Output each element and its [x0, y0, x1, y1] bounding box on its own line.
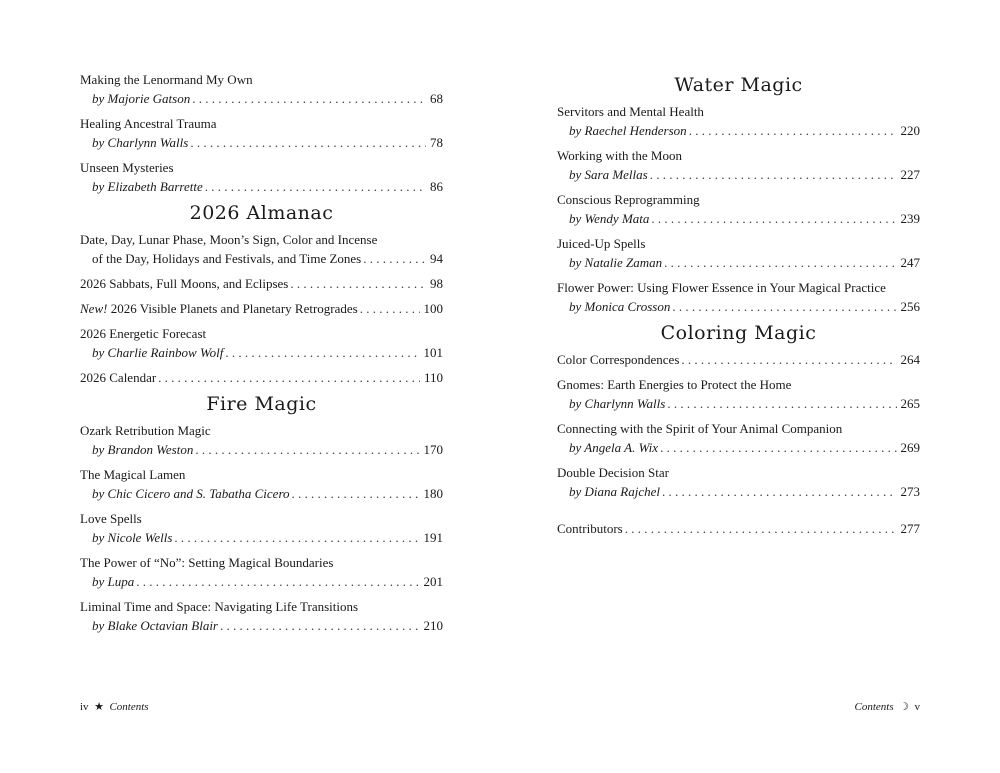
entry-title: Liminal Time and Space: Navigating Life Transitions	[80, 599, 359, 614]
running-head-left: Contents	[109, 701, 149, 713]
section-heading-coloring: Coloring Magic	[660, 322, 817, 344]
left-toc	[80, 70, 443, 641]
entry-title: 2026 Energetic Forecast	[80, 326, 207, 341]
entry-title: The Power of “No”: Setting Magical Boundaries	[80, 555, 334, 570]
entry-title: Juiced-Up Spells	[557, 236, 646, 251]
page-number: 86	[430, 179, 443, 194]
section-heading-almanac: 2026 Almanac	[189, 202, 334, 224]
leader-dots	[667, 394, 896, 413]
leader-dots	[672, 297, 896, 316]
page-number: 94	[430, 251, 443, 266]
entry-author: by Brandon Weston	[92, 442, 194, 457]
toc-entry[interactable]	[557, 375, 920, 413]
section-heading-water: Water Magic	[674, 74, 803, 96]
leader-dots	[651, 209, 896, 228]
page-number: 98	[430, 276, 443, 291]
toc-entry[interactable]	[557, 463, 920, 501]
toc-entry[interactable]	[557, 278, 920, 316]
entry-title: Conscious Reprogramming	[557, 192, 700, 207]
entry-title-cont: of the Day, Holidays and Festivals, and Time Zones	[92, 251, 362, 266]
entry-title: The Magical Lamen	[80, 467, 186, 482]
entry-title: Healing Ancestral Trauma	[80, 116, 217, 131]
page-number: 265	[900, 396, 920, 411]
leader-dots	[136, 572, 419, 591]
page-number: 170	[423, 442, 443, 457]
leader-dots	[625, 519, 897, 538]
leader-dots	[689, 121, 897, 140]
toc-entry[interactable]	[80, 230, 443, 268]
page-number: 110	[423, 370, 443, 385]
leader-dots	[664, 253, 896, 272]
page-number: 277	[900, 521, 920, 536]
entry-title: Ozark Retribution Magic	[80, 423, 211, 438]
entry-author: by Angela A. Wix	[569, 440, 659, 455]
folio-right: v	[914, 701, 920, 713]
entry-author: by Monica Crosson	[569, 299, 671, 314]
leader-dots	[650, 165, 897, 184]
entry-title: Servitors and Mental Health	[557, 104, 704, 119]
entry-author: by Raechel Henderson	[569, 123, 687, 138]
page-number: 100	[423, 301, 443, 316]
entry-author: by Charlynn Walls	[569, 396, 666, 411]
toc-entry[interactable]	[80, 114, 443, 152]
leader-dots	[190, 133, 426, 152]
moon-icon: ☽	[899, 701, 909, 713]
entry-author: by Chic Cicero and S. Tabatha Cicero	[92, 486, 290, 501]
entry-title: Making the Lenormand My Own	[80, 72, 253, 87]
entry-author: by Natalie Zaman	[569, 255, 663, 270]
toc-entry[interactable]	[80, 421, 443, 459]
toc-entry[interactable]	[80, 299, 443, 318]
leader-dots	[681, 350, 896, 369]
toc-entry[interactable]	[557, 102, 920, 140]
entry-title: Date, Day, Lunar Phase, Moon’s Sign, Color and Incense	[80, 232, 378, 247]
page-number: 269	[900, 440, 920, 455]
toc-entry[interactable]	[557, 190, 920, 228]
entry-title: 2026 Visible Planets and Planetary Retrogrades	[107, 301, 358, 316]
toc-entry[interactable]	[557, 146, 920, 184]
toc-entry[interactable]	[80, 465, 443, 503]
entry-title: Flower Power: Using Flower Essence in Your Magical Practice	[557, 280, 886, 295]
entry-title: Contributors	[557, 521, 623, 536]
toc-entry[interactable]	[557, 419, 920, 457]
leader-dots	[360, 299, 420, 318]
leader-dots	[220, 616, 420, 635]
leader-dots	[660, 438, 896, 457]
toc-entry[interactable]	[80, 368, 443, 387]
folio-left: iv	[80, 701, 89, 713]
toc-entry[interactable]	[557, 350, 920, 369]
spacer	[557, 507, 920, 519]
page-number: 247	[900, 255, 920, 270]
leader-dots	[225, 343, 419, 362]
entry-title: Double Decision Star	[557, 465, 669, 480]
page-number: 180	[423, 486, 443, 501]
new-label: New!	[80, 301, 108, 316]
page-number: 264	[900, 352, 920, 367]
entry-title: 2026 Sabbats, Full Moons, and Eclipses	[80, 276, 289, 291]
entry-title: Color Correspondences	[557, 352, 680, 367]
entry-title: Working with the Moon	[557, 148, 682, 163]
page-number: 220	[900, 123, 920, 138]
page-number: 201	[423, 574, 443, 589]
entry-author: by Lupa	[92, 574, 135, 589]
toc-entry[interactable]	[80, 70, 443, 108]
left-footer	[80, 700, 149, 713]
page-number: 68	[430, 91, 443, 106]
entry-title: Gnomes: Earth Energies to Protect the Home	[557, 377, 792, 392]
right-footer	[855, 700, 921, 713]
leader-dots	[662, 482, 897, 501]
entry-author: by Nicole Wells	[92, 530, 173, 545]
page-number: 210	[423, 618, 443, 633]
leader-dots	[195, 440, 419, 459]
entry-author: by Charlie Rainbow Wolf	[92, 345, 224, 360]
entry-title: Connecting with the Spirit of Your Animal Companion	[557, 421, 843, 436]
star-icon: ★	[94, 701, 104, 713]
toc-entry[interactable]	[80, 509, 443, 547]
toc-entry[interactable]	[80, 274, 443, 293]
toc-entry[interactable]	[80, 597, 443, 635]
page-number: 78	[430, 135, 443, 150]
leader-dots	[192, 89, 426, 108]
page-number: 256	[900, 299, 920, 314]
page-number: 101	[423, 345, 443, 360]
toc-entry[interactable]	[557, 234, 920, 272]
entry-title: Love Spells	[80, 511, 142, 526]
page-number: 273	[900, 484, 920, 499]
entry-author: by Sara Mellas	[569, 167, 648, 182]
entry-author: by Majorie Gatson	[92, 91, 191, 106]
page-number: 191	[423, 530, 443, 545]
entry-author: by Charlynn Walls	[92, 135, 189, 150]
entry-title: Unseen Mysteries	[80, 160, 174, 175]
page-number: 227	[900, 167, 920, 182]
leader-dots	[292, 484, 420, 503]
toc-entry[interactable]	[80, 324, 443, 362]
leader-dots	[290, 274, 426, 293]
leader-dots	[174, 528, 419, 547]
entry-title: 2026 Calendar	[80, 370, 157, 385]
section-heading-fire: Fire Magic	[206, 393, 317, 415]
entry-author: by Wendy Mata	[569, 211, 650, 226]
toc-entry[interactable]	[80, 158, 443, 196]
toc-entry[interactable]	[80, 553, 443, 591]
right-toc	[557, 70, 920, 544]
toc-entry-contributors[interactable]	[557, 519, 920, 538]
entry-author: by Diana Rajchel	[569, 484, 660, 499]
running-head-right: Contents	[854, 701, 894, 713]
entry-author: by Blake Octavian Blair	[92, 618, 218, 633]
leader-dots	[158, 368, 420, 387]
leader-dots	[205, 177, 426, 196]
leader-dots	[363, 249, 426, 268]
page-number: 239	[900, 211, 920, 226]
entry-author: by Elizabeth Barrette	[92, 179, 203, 194]
